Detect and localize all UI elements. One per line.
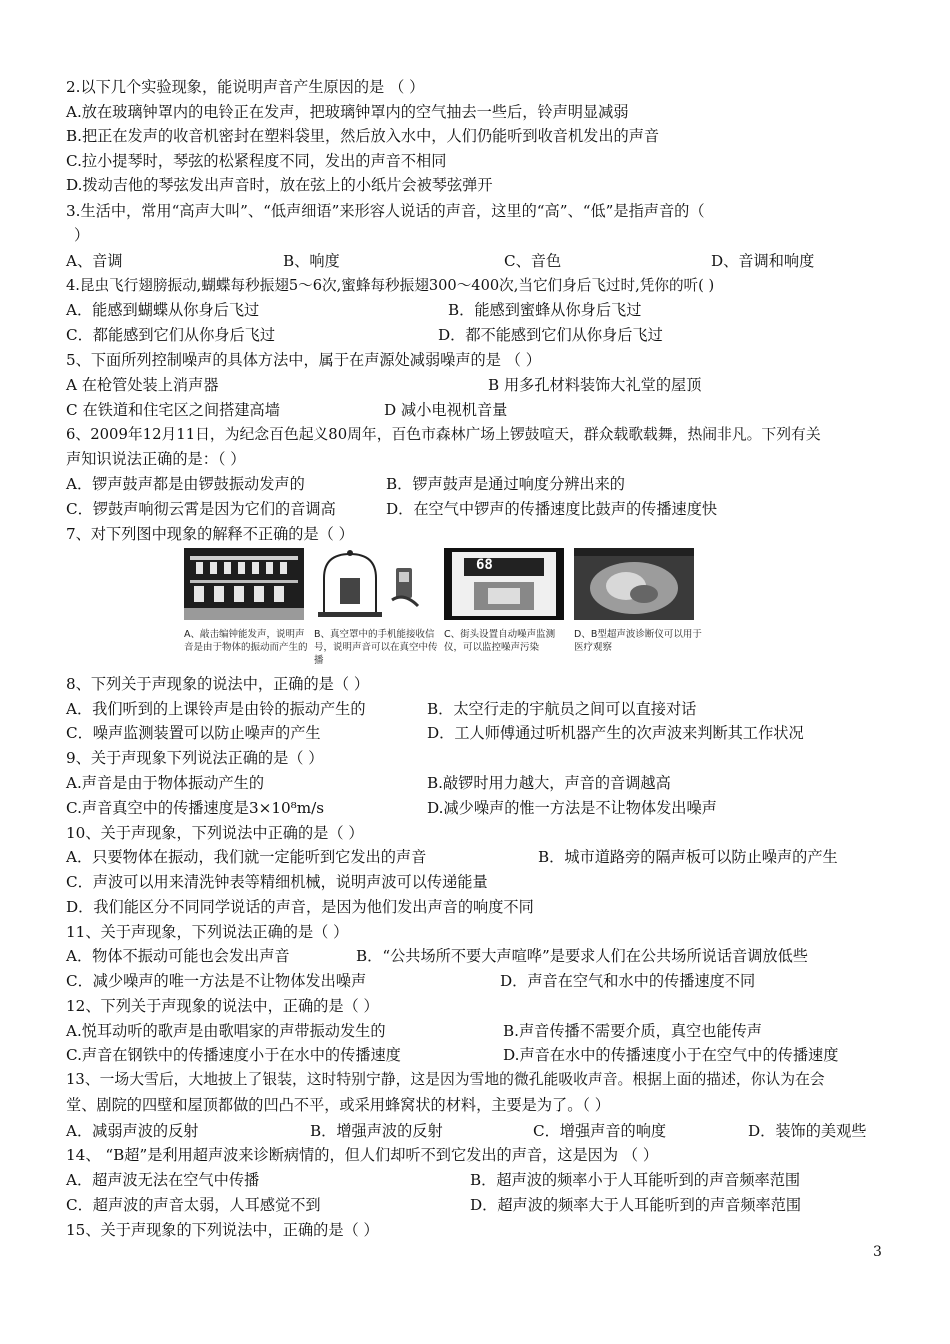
- q12-stem: 12、下列关于声现象的说法中，正确的是（ ）: [66, 997, 379, 1015]
- q5-option-d: D 减小电视机音量: [384, 401, 508, 419]
- q3-stem-cont: ）: [74, 226, 90, 244]
- q10-option-d: D．我们能区分不同同学说话的声音，是因为他们发出声音的响度不同: [66, 898, 534, 916]
- q13-option-d: D．装饰的美观些: [748, 1122, 867, 1140]
- q11-option-a: A．物体不振动可能也会发出声音: [66, 947, 290, 965]
- q7-stem: 7、对下列图中现象的解释不正确的是（ ）: [66, 525, 354, 543]
- q8-option-a: A．我们听到的上课铃声是由铃的振动产生的: [66, 700, 366, 718]
- q3-option-b: B、响度: [283, 252, 340, 270]
- q13-option-b: B．增强声波的反射: [310, 1122, 443, 1140]
- q6-option-b: B．锣声鼓声是通过响度分辨出来的: [386, 475, 625, 493]
- q9-option-d: D.减少噪声的惟一方法是不让物体发出噪声: [427, 799, 717, 817]
- q11-stem: 11、关于声现象，下列说法正确的是（ ）: [66, 923, 349, 941]
- vacuum-jar-image: [314, 548, 434, 620]
- q13-stem: 13、一场大雪后，大地披上了银装，这时特别宁静，这是因为雪地的微孔能吸收声音。根据上面的描述，你认为在会: [66, 1071, 825, 1088]
- q11-option-c: C．减少噪声的唯一方法是不让物体发出噪声: [66, 972, 367, 990]
- q4-stem: 4.昆虫飞行翅膀振动,蝴蝶每秒振翅5～6次,蜜蜂每秒振翅300～400次,当它们身后飞过时,凭你的听( ): [66, 277, 715, 294]
- q2-option-a: A.放在玻璃钟罩内的电铃正在发声，把玻璃钟罩内的空气抽去一些后，铃声明显减弱: [66, 103, 629, 121]
- q13-stem-cont: 堂、剧院的四壁和屋顶都做的凹凸不平，或采用蜂窝状的材料，主要是为了。（ ）: [66, 1096, 610, 1114]
- q8-stem: 8、下列关于声现象的说法中，正确的是（ ）: [66, 675, 370, 693]
- q12-option-c: C.声音在钢铁中的传播速度小于在水中的传播速度: [66, 1046, 401, 1064]
- q2-stem: 2.以下几个实验现象，能说明声音产生原因的是 （ ）: [66, 78, 425, 96]
- q9-stem: 9、关于声现象下列说法正确的是（ ）: [66, 749, 324, 767]
- q2-option-d: D.拨动吉他的琴弦发出声音时，放在弦上的小纸片会被琴弦弹开: [66, 176, 493, 194]
- page-number: 3: [873, 1244, 882, 1260]
- q12-option-d: D.声音在水中的传播速度小于在空气中的传播速度: [503, 1046, 839, 1064]
- q14-option-c: C．超声波的声音太弱，人耳感觉不到: [66, 1196, 321, 1214]
- q14-option-d: D．超声波的频率大于人耳能听到的声音频率范围: [470, 1196, 802, 1214]
- ultrasound-image: [574, 548, 694, 620]
- caption-d: D、B型超声波诊断仪可以用于医疗观察: [574, 629, 702, 653]
- q5-option-c: C 在铁道和住宅区之间搭建高墙: [66, 401, 280, 419]
- q11-option-b: B．“公共场所不要大声喧哗”是要求人们在公共场所说话音调放低些: [356, 947, 808, 965]
- noise-readout: 68: [476, 557, 493, 573]
- q2-option-c: C.拉小提琴时，琴弦的松紧程度不同，发出的声音不相同: [66, 152, 447, 170]
- q5-option-a: A 在枪管处装上消声器: [66, 376, 219, 394]
- q6-stem: 6、2009年12月11日，为纪念百色起义80周年，百色市森林广场上锣鼓喧天，群众载歌载舞，热闹非凡。下列有关: [66, 426, 821, 443]
- q3-stem: 3.生活中，常用“高声大叫”、“低声细语”来形容人说话的声音，这里的“高”、“低”是指声音的（: [66, 202, 705, 220]
- q14-stem: 14、 “B超”是利用超声波来诊断病情的，但人们却听不到它发出的声音，这是因为 （ ）: [66, 1146, 659, 1164]
- q9-option-c: C.声音真空中的传播速度是3×10⁸m/s: [66, 799, 325, 817]
- q3-option-c: C、音色: [504, 252, 562, 270]
- q13-option-c: C．增强声音的响度: [533, 1122, 667, 1140]
- q4-option-a: A．能感到蝴蝶从你身后飞过: [66, 301, 260, 319]
- caption-b: B、真空罩中的手机能接收信号，说明声音可以在真空中传播: [314, 629, 438, 666]
- q6-option-d: D．在空气中锣声的传播速度比鼓声的传播速度快: [386, 500, 718, 518]
- figure-noise-monitor: [444, 548, 564, 620]
- q10-option-c: C．声波可以用来清洗钟表等精细机械，说明声波可以传递能量: [66, 873, 488, 891]
- caption-a: A、敲击编钟能发声，说明声音是由于物体的振动而产生的: [184, 629, 308, 653]
- q12-option-a: A.悦耳动听的歌声是由歌唱家的声带振动发生的: [66, 1022, 386, 1040]
- q11-option-d: D．声音在空气和水中的传播速度不同: [500, 972, 756, 990]
- q3-option-a: A、音调: [66, 252, 123, 270]
- q10-option-a: A．只要物体在振动，我们就一定能听到它发出的声音: [66, 848, 427, 866]
- q9-option-b: B.敲锣时用力越大，声音的音调越高: [427, 774, 671, 792]
- bianzhong-image: [184, 548, 304, 620]
- q13-option-a: A．减弱声波的反射: [66, 1122, 199, 1140]
- q12-option-b: B.声音传播不需要介质，真空也能传声: [503, 1022, 762, 1040]
- figure-vacuum-jar: [314, 548, 434, 620]
- q6-option-a: A．锣声鼓声都是由锣鼓振动发声的: [66, 475, 305, 493]
- q5-option-b: B 用多孔材料装饰大礼堂的屋顶: [488, 376, 702, 394]
- q5-stem: 5、下面所列控制噪声的具体方法中，属于在声源处减弱噪声的是 （ ）: [66, 351, 541, 369]
- q8-option-d: D．工人师傅通过听机器产生的次声波来判断其工作状况: [427, 724, 804, 742]
- q7-figures: [184, 548, 702, 670]
- q4-option-b: B．能感到蜜蜂从你身后飞过: [448, 301, 642, 319]
- q6-stem-cont: 声知识说法正确的是：（ ）: [66, 450, 246, 468]
- q8-option-c: C．噪声监测装置可以防止噪声的产生: [66, 724, 321, 742]
- noise-monitor-image: [444, 548, 564, 620]
- figure-b-ultrasound: [574, 548, 694, 620]
- q14-option-a: A．超声波无法在空气中传播: [66, 1171, 260, 1189]
- q10-stem: 10、关于声现象，下列说法中正确的是（ ）: [66, 824, 364, 842]
- q15-stem: 15、关于声现象的下列说法中，正确的是（ ）: [66, 1221, 379, 1239]
- q4-option-d: D．都不能感到它们从你身后飞过: [438, 326, 663, 344]
- q3-option-d: D、音调和响度: [711, 252, 815, 270]
- q14-option-b: B．超声波的频率小于人耳能听到的声音频率范围: [470, 1171, 801, 1189]
- q9-option-a: A.声音是由于物体振动产生的: [66, 774, 265, 792]
- q8-option-b: B．太空行走的宇航员之间可以直接对话: [427, 700, 697, 718]
- q2-option-b: B.把正在发声的收音机密封在塑料袋里，然后放入水中，人们仍能听到收音机发出的声音: [66, 127, 660, 145]
- q6-option-c: C．锣鼓声响彻云霄是因为它们的音调高: [66, 500, 336, 518]
- caption-c: C、街头设置自动噪声监测仪，可以监控噪声污染: [444, 629, 556, 653]
- q4-option-c: C．都能感到它们从你身后飞过: [66, 326, 276, 344]
- figure-bianzhong: [184, 548, 304, 620]
- q10-option-b: B．城市道路旁的隔声板可以防止噪声的产生: [538, 848, 838, 866]
